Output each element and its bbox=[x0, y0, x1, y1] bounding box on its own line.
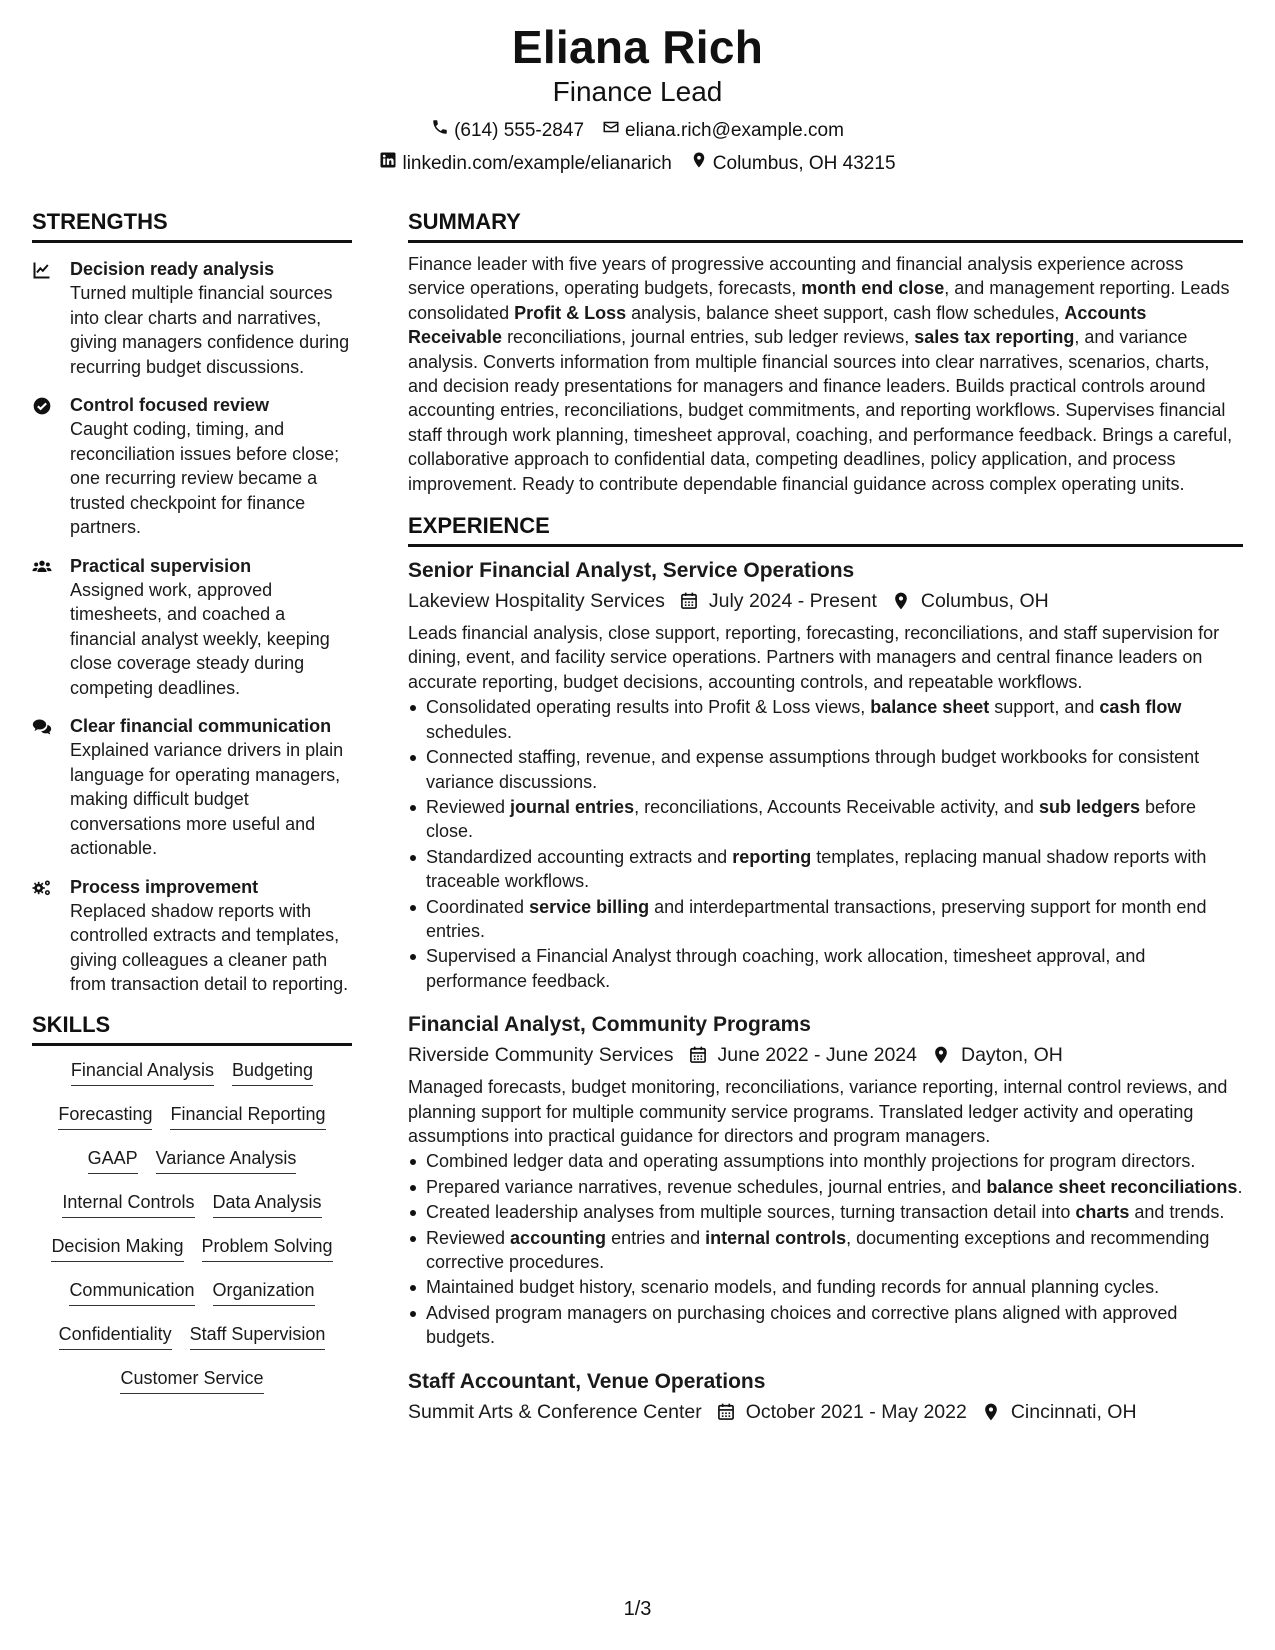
job-location bbox=[931, 1042, 1063, 1068]
bold-keyword: balance sheet bbox=[870, 697, 990, 718]
job-company: Riverside Community Services bbox=[408, 1044, 674, 1067]
job-description: Managed forecasts, budget monitoring, reconciliations, variance reporting, internal control reviews, and planning support for multiple community service programs. Translated ledger activity and operating assumptions into practical guidance for directors and program managers. bbox=[408, 1077, 1228, 1146]
bold-keyword: sub ledgers bbox=[1038, 796, 1140, 817]
job-bullet bbox=[408, 1175, 1243, 1199]
skill-tag: Data Analysis bbox=[213, 1190, 322, 1218]
skills-list bbox=[32, 1058, 352, 1394]
email-contact[interactable] bbox=[602, 118, 844, 143]
job-location bbox=[981, 1399, 1137, 1425]
text-fragment: Finance leader with five years of progressive accounting and financial analysis experience across service operations, operating budgets, forecasts, bbox=[408, 254, 1184, 299]
linkedin-text: linkedin.com/example/elianarich bbox=[402, 152, 672, 174]
skill-tag: Financial Reporting bbox=[170, 1102, 325, 1130]
text-fragment: before close. bbox=[426, 796, 1197, 842]
strength-desc: Replaced shadow reports with controlled extracts and templates, giving colleagues a cleaner path from transaction detail to reporting. bbox=[70, 900, 349, 994]
text-fragment: and trends. bbox=[1129, 1202, 1225, 1223]
skills-heading: SKILLS bbox=[32, 1011, 352, 1046]
text-fragment: Reviewed bbox=[426, 796, 511, 817]
candidate-title: Finance Lead bbox=[552, 76, 723, 107]
experience-heading: EXPERIENCE bbox=[408, 512, 1243, 547]
skill-tag: Staff Supervision bbox=[190, 1322, 326, 1350]
skill-tag: Customer Service bbox=[120, 1366, 263, 1394]
skill-tag: Internal Controls bbox=[62, 1190, 194, 1218]
skills-row bbox=[32, 1278, 352, 1306]
strength-desc: Turned multiple financial sources into clear charts and narratives, giving managers confidence during recurring budget discussions. bbox=[70, 283, 350, 377]
job-dates-text: July 2024 - Present bbox=[708, 590, 877, 613]
job-company: Lakeview Hospitality Services bbox=[408, 590, 665, 613]
skills-row bbox=[32, 1102, 352, 1130]
text-fragment: entries and bbox=[606, 1227, 706, 1248]
job-entry bbox=[408, 1368, 1243, 1425]
map-pin-icon bbox=[981, 1402, 1011, 1422]
phone-icon bbox=[431, 118, 449, 143]
job-dates bbox=[716, 1399, 967, 1425]
strength-item bbox=[32, 393, 352, 540]
strengths-list bbox=[32, 257, 352, 997]
strength-title: Practical supervision bbox=[70, 555, 252, 576]
bold-keyword: charts bbox=[1075, 1202, 1130, 1223]
job-meta bbox=[408, 1399, 1243, 1425]
job-dates bbox=[688, 1042, 918, 1068]
text-fragment: templates, replacing manual shadow reports with traceable workflows. bbox=[426, 846, 1207, 892]
job-entry bbox=[408, 1011, 1243, 1349]
experience-section bbox=[408, 512, 1243, 1425]
job-bullet bbox=[408, 1301, 1243, 1350]
text-fragment: Connected staffing, revenue, and expense assumptions through budget workbooks for consistent variance discussions. bbox=[426, 747, 1200, 792]
text-fragment: Maintained budget history, scenario models, and funding records for annual planning cycles. bbox=[426, 1277, 1160, 1298]
bold-keyword: Profit & Loss bbox=[514, 302, 627, 323]
phone-contact[interactable] bbox=[431, 118, 584, 143]
job-bullet bbox=[408, 944, 1243, 993]
job-bullet bbox=[408, 1226, 1243, 1275]
skill-tag: Decision Making bbox=[51, 1234, 183, 1262]
job-location-text: Columbus, OH bbox=[920, 590, 1049, 613]
job-title: Senior Financial Analyst, Service Operations bbox=[408, 559, 855, 583]
strength-item bbox=[32, 875, 352, 997]
skill-tag: Financial Analysis bbox=[71, 1058, 214, 1086]
skill-tag: Variance Analysis bbox=[156, 1146, 297, 1174]
strength-title: Control focused review bbox=[70, 395, 270, 415]
jobs-list bbox=[408, 557, 1243, 1425]
strength-desc: Caught coding, timing, and reconciliation issues before close; one recurring review became a trusted checkpoint for finance partners. bbox=[70, 419, 340, 537]
job-bullet bbox=[408, 795, 1243, 844]
linkedin-icon bbox=[379, 151, 397, 176]
text-fragment: , documenting exceptions and recommending corrective procedures. bbox=[426, 1227, 1210, 1272]
skill-tag: Communication bbox=[69, 1278, 194, 1306]
skills-row bbox=[32, 1322, 352, 1350]
skills-row bbox=[32, 1146, 352, 1174]
text-fragment: analysis, balance sheet support, cash flow schedules, bbox=[626, 302, 1065, 323]
bold-keyword: sales tax reporting bbox=[914, 327, 1075, 348]
bold-keyword: balance sheet reconciliations bbox=[986, 1176, 1238, 1197]
skill-tag: GAAP bbox=[88, 1146, 138, 1174]
text-fragment: , and variance analysis. Converts information from multiple financial sources into clear narratives, scenarios, charts, and decision ready presentations for managers and finance leaders. Builds practical controls around accounting entries, reconciliations, budget commitments, and reporting workflows. Supervises financial staff through work planning, timesheet approval, coaching, and performance feedback. Brings a careful, collaborative approach to confidential data, competing deadlines, policy application, and process improvement. Ready to contribute dependable financial guidance across complex operating units. bbox=[408, 327, 1233, 494]
bold-keyword: reporting bbox=[732, 846, 812, 867]
strength-title: Clear financial communication bbox=[70, 716, 332, 736]
calendar-icon bbox=[716, 1402, 746, 1422]
page-number: 1/3 bbox=[623, 1598, 652, 1620]
skill-tag: Problem Solving bbox=[202, 1234, 333, 1262]
skill-tag: Organization bbox=[213, 1278, 315, 1306]
skill-tag: Forecasting bbox=[58, 1102, 152, 1130]
text-fragment: Consolidated operating results into Profit & Loss views, bbox=[426, 697, 871, 718]
skills-row bbox=[32, 1058, 352, 1086]
skills-row bbox=[32, 1190, 352, 1218]
skills-section bbox=[32, 1011, 352, 1394]
bold-keyword: accounting bbox=[510, 1227, 607, 1248]
location-text: Columbus, OH 43215 bbox=[712, 152, 896, 174]
map-pin-icon bbox=[690, 151, 708, 176]
left-column bbox=[32, 208, 352, 1410]
job-title: Staff Accountant, Venue Operations bbox=[408, 1369, 766, 1393]
job-dates-text: June 2022 - June 2024 bbox=[717, 1044, 917, 1067]
job-bullet bbox=[408, 1149, 1243, 1173]
job-meta bbox=[408, 1042, 1243, 1068]
summary-heading: SUMMARY bbox=[408, 208, 1243, 243]
job-bullet bbox=[408, 1275, 1243, 1299]
text-fragment: Prepared variance narratives, revenue schedules, journal entries, and bbox=[426, 1176, 987, 1197]
right-column bbox=[408, 208, 1243, 1425]
job-bullet bbox=[408, 1200, 1243, 1224]
bold-keyword: Accounts Receivable bbox=[408, 302, 1147, 348]
text-fragment: support, and bbox=[989, 697, 1100, 718]
email-text: eliana.rich@example.com bbox=[625, 119, 844, 141]
job-company: Summit Arts & Conference Center bbox=[408, 1400, 702, 1423]
job-dates-text: October 2021 - May 2022 bbox=[745, 1400, 967, 1423]
skills-row bbox=[32, 1234, 352, 1262]
strength-desc: Explained variance drivers in plain language for operating managers, making difficult budget conversations more useful and actionable. bbox=[70, 740, 344, 858]
bold-keyword: cash flow bbox=[1099, 697, 1182, 718]
job-bullet bbox=[408, 745, 1243, 794]
job-entry bbox=[408, 557, 1243, 993]
contact-row-1 bbox=[0, 118, 1275, 143]
text-fragment: . bbox=[1237, 1176, 1243, 1197]
strength-item bbox=[32, 714, 352, 861]
summary-text bbox=[408, 252, 1243, 496]
text-fragment: schedules. bbox=[426, 721, 513, 742]
gears-icon bbox=[32, 875, 70, 997]
bold-keyword: journal entries bbox=[510, 796, 635, 817]
text-fragment: Coordinated bbox=[426, 896, 530, 917]
skills-row bbox=[32, 1366, 352, 1394]
strength-title: Decision ready analysis bbox=[70, 259, 275, 279]
job-location-text: Cincinnati, OH bbox=[1010, 1400, 1137, 1423]
job-title: Financial Analyst, Community Programs bbox=[408, 1013, 811, 1037]
text-fragment: Supervised a Financial Analyst through coaching, work allocation, timesheet approval, and performance feedback. bbox=[426, 946, 1146, 991]
strength-item bbox=[32, 257, 352, 379]
bold-keyword: service billing bbox=[529, 896, 650, 917]
bold-keyword: internal controls bbox=[705, 1227, 847, 1248]
job-bullets bbox=[408, 695, 1243, 993]
skill-tag: Budgeting bbox=[232, 1058, 313, 1086]
chart-line-icon bbox=[32, 257, 70, 379]
candidate-name: Eliana Rich bbox=[511, 21, 764, 73]
phone-text: (614) 555-2847 bbox=[454, 119, 585, 141]
strength-desc: Assigned work, approved timesheets, and coached a financial analyst weekly, keeping close coverage steady during competing deadlines. bbox=[70, 579, 330, 698]
map-pin-icon bbox=[931, 1045, 961, 1065]
job-meta bbox=[408, 588, 1243, 614]
contact-row-2 bbox=[0, 151, 1275, 176]
strengths-heading: STRENGTHS bbox=[32, 208, 352, 243]
job-bullet bbox=[408, 845, 1243, 894]
text-fragment: , reconciliations, Accounts Receivable activity, and bbox=[634, 796, 1039, 817]
text-fragment: Standardized accounting extracts and bbox=[426, 846, 733, 867]
job-dates bbox=[679, 588, 877, 614]
job-bullet bbox=[408, 695, 1243, 744]
location-contact bbox=[690, 151, 896, 176]
bold-keyword: month end close bbox=[801, 278, 945, 299]
strength-title: Process improvement bbox=[70, 876, 259, 897]
users-icon bbox=[32, 554, 70, 701]
calendar-icon bbox=[679, 591, 709, 611]
text-fragment: Combined ledger data and operating assumptions into monthly projections for program directors. bbox=[426, 1151, 1196, 1172]
text-fragment: Reviewed bbox=[426, 1227, 511, 1248]
job-description: Leads financial analysis, close support, reporting, forecasting, reconciliations, and staff supervision for dining, event, and facility service operations. Partners with managers and central finance leaders on accurate reporting, budget decisions, accounting controls, and repeatable workflows. bbox=[408, 623, 1220, 692]
text-fragment: , and management reporting. Leads consolidated bbox=[408, 278, 1230, 323]
text-fragment: and interdepartmental transactions, preserving support for month end entries. bbox=[426, 896, 1207, 941]
strength-item bbox=[32, 554, 352, 701]
skill-tag: Confidentiality bbox=[59, 1322, 172, 1350]
calendar-icon bbox=[688, 1045, 718, 1065]
job-location bbox=[891, 588, 1049, 614]
map-pin-icon bbox=[891, 591, 921, 611]
check-circle-icon bbox=[32, 393, 70, 540]
text-fragment: Created leadership analyses from multiple sources, turning transaction detail into bbox=[426, 1202, 1076, 1223]
job-location-text: Dayton, OH bbox=[961, 1044, 1063, 1067]
job-bullet bbox=[408, 895, 1243, 944]
comments-icon bbox=[32, 714, 70, 861]
resume-header bbox=[0, 18, 1275, 176]
envelope-icon bbox=[602, 118, 620, 143]
job-bullets bbox=[408, 1149, 1243, 1349]
linkedin-contact[interactable] bbox=[379, 151, 671, 176]
text-fragment: Advised program managers on purchasing choices and corrective plans aligned with approved budgets. bbox=[426, 1302, 1178, 1348]
text-fragment: reconciliations, journal entries, sub ledger reviews, bbox=[502, 327, 915, 348]
